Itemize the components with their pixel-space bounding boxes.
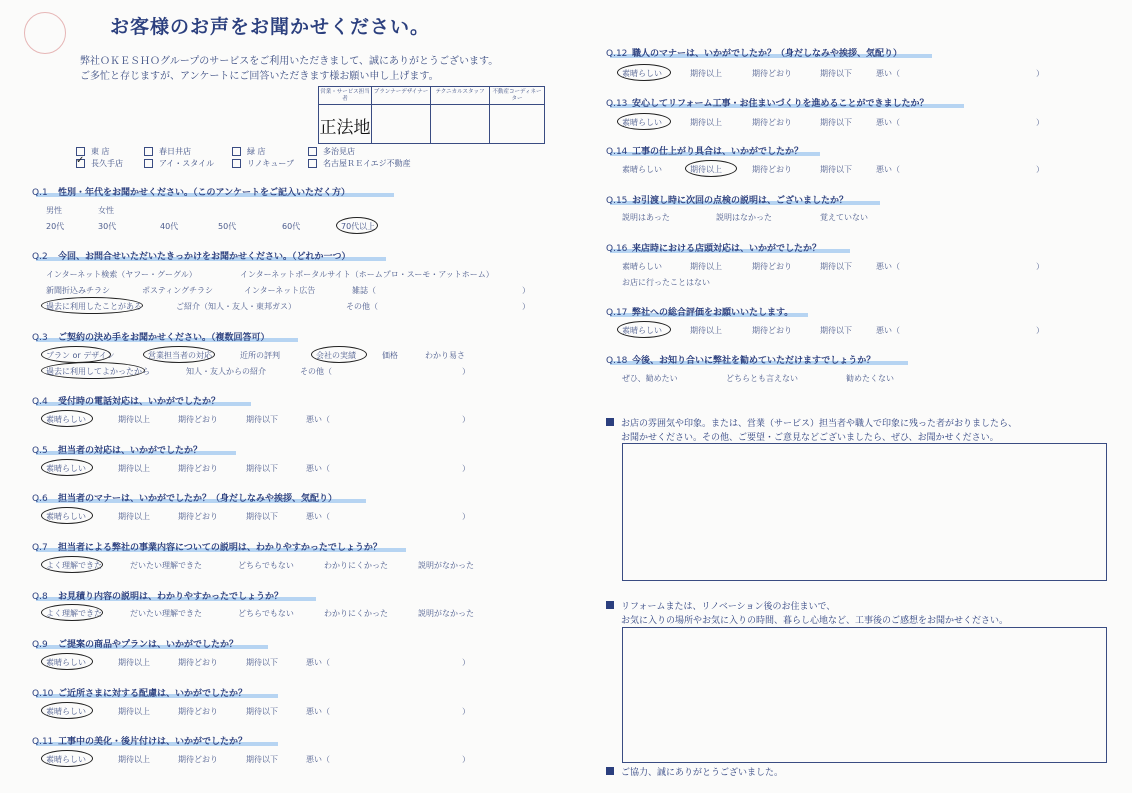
answer-option[interactable]: 期待以上 — [118, 415, 150, 424]
store-label: 緑 店 — [247, 147, 266, 156]
answer-option[interactable]: 期待以下 — [820, 165, 852, 174]
answer-option[interactable]: 過去に利用したことがある — [46, 302, 142, 311]
handwritten-circle-mark — [41, 750, 93, 767]
question-number: Q.5 — [32, 446, 48, 456]
answer-option[interactable]: 期待以上 — [690, 69, 722, 78]
answer-option[interactable]: 勧めたくない — [846, 374, 894, 383]
question-text: 担当者のマナーは、いかがでしたか？（身だしなみや挨拶、気配り） — [58, 494, 338, 504]
handwritten-circle-mark — [41, 362, 145, 379]
answer-option[interactable]: ぜひ、勧めたい — [622, 374, 678, 383]
question-heading — [606, 241, 821, 254]
question-heading — [32, 589, 283, 602]
question-text: お引渡し時に次回の点検の説明は、ございましたか？ — [632, 196, 849, 206]
store-label: 名古屋ＲＥイエジ不動産 — [323, 159, 411, 168]
handwritten-circle-mark — [41, 604, 103, 621]
answer-option[interactable]: 悪い（ — [876, 262, 900, 271]
answer-option[interactable]: 期待以上 — [118, 755, 150, 764]
answer-option[interactable]: だいたい理解できた — [130, 561, 202, 570]
question-heading — [606, 353, 875, 366]
answer-option[interactable]: 期待以下 — [246, 464, 278, 473]
question-number: Q.8 — [32, 592, 48, 602]
question-heading — [32, 249, 351, 262]
answer-option[interactable]: わかりにくかった — [324, 609, 388, 618]
answer-option[interactable]: 説明はなかった — [716, 213, 772, 222]
answer-option[interactable]: 素晴らしい — [46, 755, 86, 764]
staff-value — [431, 105, 489, 113]
answer-option[interactable]: 期待どおり — [178, 755, 218, 764]
question-number: Q.16 — [606, 244, 628, 254]
answer-option[interactable]: 素晴らしい — [46, 707, 86, 716]
answer-option[interactable]: 悪い（ — [876, 69, 900, 78]
answer-option[interactable]: 期待以下 — [820, 326, 852, 335]
answer-option[interactable]: 素晴らしい — [622, 118, 662, 127]
store-label: 春日井店 — [159, 147, 191, 156]
store-label: アイ・スタイル — [159, 159, 215, 168]
handwritten-circle-mark — [41, 702, 93, 719]
answer-option[interactable]: ） — [1036, 326, 1044, 335]
answer-option[interactable]: 説明がなかった — [418, 561, 474, 570]
question-number: Q.11 — [32, 737, 54, 747]
store-checkbox[interactable] — [308, 159, 317, 168]
answer-option[interactable]: 素晴らしい — [46, 512, 86, 521]
answer-option[interactable]: 素晴らしい — [46, 415, 86, 424]
bullet-square — [606, 767, 614, 775]
question-heading — [32, 443, 202, 456]
answer-option[interactable]: わかり易さ — [425, 351, 465, 360]
question-heading — [32, 185, 350, 198]
answer-option[interactable]: 期待以上 — [118, 512, 150, 521]
answer-option[interactable]: ） — [522, 286, 530, 295]
bullet-square — [606, 418, 614, 426]
question-text: ご契約の決め手をお聞かせください。（複数回答可） — [58, 333, 270, 343]
handwritten-circle-mark — [617, 113, 671, 130]
answer-option[interactable]: 悪い（ — [306, 512, 330, 521]
answer-option[interactable]: よく理解できた — [46, 609, 102, 618]
answer-option[interactable]: 悪い（ — [306, 464, 330, 473]
store-option[interactable] — [308, 146, 355, 157]
answer-option[interactable]: 期待どおり — [752, 262, 792, 271]
answer-option[interactable]: 素晴らしい — [622, 69, 662, 78]
answer-option[interactable]: 期待どおり — [752, 69, 792, 78]
answer-option[interactable]: だいたい理解できた — [130, 609, 202, 618]
answer-option[interactable]: よく理解できた — [46, 561, 102, 570]
handwritten-circle-mark — [311, 346, 367, 363]
store-checkbox[interactable] — [76, 159, 85, 168]
answer-option[interactable]: 期待どおり — [178, 415, 218, 424]
store-option[interactable] — [308, 158, 411, 169]
answer-option[interactable]: その他（ — [300, 367, 332, 376]
answer-option[interactable]: わかりにくかった — [324, 561, 388, 570]
staff-head: プランナーデザイナー — [372, 87, 430, 105]
store-label: 長久手店 — [91, 159, 123, 168]
question-heading — [32, 394, 220, 407]
answer-option[interactable]: 期待どおり — [752, 326, 792, 335]
store-option[interactable] — [76, 158, 123, 169]
answer-option[interactable]: 会社の実績 — [316, 351, 356, 360]
store-checkbox[interactable] — [144, 159, 153, 168]
intro-line: ご多忙と存じますが、アンケートにご回答いただきます様お願い申し上げます。 — [80, 71, 439, 82]
store-option[interactable] — [232, 146, 266, 157]
answer-option[interactable]: 期待以上 — [118, 707, 150, 716]
question-number: Q.1 — [32, 188, 48, 198]
answer-option[interactable]: ポスティングチラシ — [142, 286, 214, 295]
handwritten-circle-mark — [41, 653, 93, 670]
question-heading — [606, 46, 902, 59]
question-number: Q.17 — [606, 308, 628, 318]
question-text: 今回、お問合せいただいたきっかけをお聞かせください。（どれか一つ） — [58, 252, 351, 262]
question-number: Q.18 — [606, 356, 628, 366]
answer-option[interactable]: 期待以上 — [118, 658, 150, 667]
question-heading — [32, 734, 247, 747]
question-text: 職人のマナーは、いかがでしたか？（身だしなみや挨拶、気配り） — [632, 49, 903, 59]
answer-option[interactable]: 説明がなかった — [418, 609, 474, 618]
answer-option[interactable]: インターネット広告 — [244, 286, 316, 295]
question-text: 工事の仕上がり具合は、いかがでしたか？ — [632, 147, 804, 157]
question-heading — [606, 193, 848, 206]
answer-option[interactable]: 素晴らしい — [46, 464, 86, 473]
answer-option[interactable]: 素晴らしい — [622, 262, 662, 271]
answer-option[interactable]: 悪い（ — [306, 755, 330, 764]
answer-option[interactable]: 期待以下 — [246, 415, 278, 424]
answer-option[interactable]: 悪い（ — [306, 658, 330, 667]
handwritten-circle-mark — [617, 64, 671, 81]
question-text: ご提案の商品やプランは、いかがでしたか？ — [58, 640, 239, 650]
question-text: 安心してリフォーム工事・お住まいづくりを進めることができましたか？ — [632, 99, 929, 109]
answer-option[interactable]: 期待以上 — [690, 118, 722, 127]
handwritten-circle-mark — [41, 556, 103, 573]
answer-option[interactable]: 期待以下 — [246, 755, 278, 764]
question-text: 受付時の電話対応は、いかがでしたか？ — [58, 397, 221, 407]
answer-option[interactable]: 説明はあった — [622, 213, 670, 222]
answer-option[interactable]: ご紹介（知人・友人・東邦ガス） — [176, 302, 296, 311]
comment-prompt: お聞かせください。その他、ご要望・ご意見などございましたら、ぜひ、お聞かせください。 — [621, 433, 999, 443]
thanks-text: ご協力、誠にありがとうございました。 — [621, 768, 784, 778]
question-text: 来店時における店頭対応は、いかがでしたか？ — [632, 244, 822, 254]
answer-option[interactable]: ） — [1036, 262, 1044, 271]
store-option[interactable] — [144, 146, 191, 157]
answer-option[interactable]: 期待どおり — [178, 512, 218, 521]
comment-prompt: お店の雰囲気や印象。または、営業（サービス）担当者や職人で印象に残った者がおりましたら、 — [621, 419, 1018, 429]
answer-option[interactable]: ） — [462, 707, 470, 716]
staff-cell — [490, 87, 544, 143]
answer-option[interactable]: ） — [462, 367, 470, 376]
answer-option[interactable]: 期待どおり — [752, 165, 792, 174]
question-number: Q.6 — [32, 494, 48, 504]
answer-option[interactable]: 覚えていない — [820, 213, 868, 222]
answer-option[interactable]: 期待以上 — [690, 326, 722, 335]
answer-option[interactable]: 知人・友人からの紹介 — [186, 367, 266, 376]
answer-option[interactable]: 悪い（ — [306, 707, 330, 716]
answer-option[interactable]: 過去に利用してよかったから — [46, 367, 150, 376]
question-heading — [606, 96, 929, 109]
answer-option[interactable]: インターネットポータルサイト（ホームプロ・スーモ・アットホーム） — [240, 270, 494, 279]
answer-option[interactable]: どちらとも言えない — [726, 374, 798, 383]
staff-table — [318, 86, 545, 144]
answer-option[interactable]: 素晴らしい — [46, 658, 86, 667]
answer-option[interactable]: 20代 — [46, 222, 65, 231]
handwritten-circle-mark — [685, 160, 737, 177]
answer-option[interactable]: 期待どおり — [752, 118, 792, 127]
answer-option[interactable]: 悪い（ — [876, 326, 900, 335]
store-label: 東 店 — [91, 147, 110, 156]
comment-prompt: お気に入りの場所やお気に入りの時間、暮らし心地など、工事後のご感想をお聞かせください。 — [621, 616, 1009, 626]
question-number: Q.10 — [32, 689, 54, 699]
answer-option[interactable]: 40代 — [160, 222, 179, 231]
question-number: Q.3 — [32, 333, 48, 343]
store-checkbox[interactable] — [144, 147, 153, 156]
staff-head: 不動産コーディネーター — [490, 87, 544, 105]
question-heading — [32, 491, 337, 504]
answer-option[interactable]: 期待以上 — [690, 262, 722, 271]
comment-box-impression[interactable] — [622, 443, 1107, 581]
question-text: 担当者による弊社の事業内容についての説明は、わかりやすかったでしょうか？ — [58, 543, 382, 553]
intro-line: 弊社ＯＫＥＳＨＯグループのサービスをご利用いただきまして、誠にありがとうございます。 — [80, 56, 499, 67]
answer-option[interactable]: 期待以下 — [820, 69, 852, 78]
staff-name-handwritten: 正法地 — [319, 118, 371, 138]
comment-box-after-work[interactable] — [622, 627, 1107, 763]
question-text: お見積り内容の説明は、わかりやすかったでしょうか？ — [58, 592, 284, 602]
answer-option[interactable]: 悪い（ — [876, 165, 900, 174]
form-title: お客様のお声をお聞かせください。 — [110, 16, 431, 38]
answer-option[interactable]: どちらでもない — [238, 561, 294, 570]
answer-option[interactable]: 悪い（ — [876, 118, 900, 127]
answer-option[interactable]: プラン or デザイン — [46, 351, 115, 360]
question-number: Q.12 — [606, 49, 628, 59]
handwritten-circle-mark — [41, 410, 93, 427]
answer-option[interactable]: 期待以上 — [118, 464, 150, 473]
answer-option[interactable]: 期待以下 — [246, 512, 278, 521]
answer-option[interactable]: ） — [462, 658, 470, 667]
answer-option[interactable]: ） — [1036, 69, 1044, 78]
comment-prompt: リフォームまたは、リノベーション後のお住まいで、 — [621, 602, 836, 612]
handwritten-circle-mark — [41, 459, 93, 476]
question-number: Q.7 — [32, 543, 48, 553]
question-number: Q.15 — [606, 196, 628, 206]
store-option[interactable] — [232, 158, 294, 169]
answer-option[interactable]: 期待以下 — [246, 707, 278, 716]
answer-option[interactable]: 男性 — [46, 206, 62, 215]
handwritten-circle-mark — [41, 297, 143, 314]
answer-option[interactable]: ） — [462, 415, 470, 424]
answer-option[interactable]: 60代 — [282, 222, 301, 231]
question-heading — [32, 540, 382, 553]
store-label: 多治見店 — [323, 147, 355, 156]
answer-option[interactable]: お店に行ったことはない — [622, 278, 710, 287]
question-text: ご近所さまに対する配慮は、いかがでしたか？ — [58, 689, 248, 699]
question-number: Q.2 — [32, 252, 48, 262]
staff-value — [372, 105, 430, 113]
staff-head: テクニカルスタッフ — [431, 87, 489, 105]
question-text: 弊社への総合評価をお願いいたします。 — [632, 308, 794, 318]
question-text: 今後、お知り合いに弊社を勧めていただけますでしょうか？ — [632, 356, 876, 366]
store-checkbox[interactable] — [232, 147, 241, 156]
question-heading — [32, 330, 270, 343]
answer-option[interactable]: ） — [1036, 118, 1044, 127]
answer-option[interactable]: どちらでもない — [238, 609, 294, 618]
answer-option[interactable]: 雑誌（ — [352, 286, 376, 295]
answer-option[interactable]: 期待以上 — [690, 165, 722, 174]
question-text: 工事中の美化・後片付けは、いかがでしたか？ — [58, 737, 248, 747]
handwritten-circle-mark — [336, 217, 378, 234]
store-option[interactable] — [144, 158, 214, 169]
answer-option[interactable]: ） — [522, 302, 530, 311]
answer-option[interactable]: 期待以下 — [820, 262, 852, 271]
answer-option[interactable]: 女性 — [98, 206, 114, 215]
bullet-square — [606, 601, 614, 609]
answer-option[interactable]: 新聞折込みチラシ — [46, 286, 110, 295]
staff-value — [490, 105, 544, 113]
handwritten-circle-mark — [617, 321, 671, 338]
staff-cell — [372, 87, 431, 143]
answer-option[interactable]: 期待以下 — [246, 658, 278, 667]
store-checkbox[interactable] — [308, 147, 317, 156]
staff-cell — [319, 87, 372, 143]
staff-cell — [431, 87, 490, 143]
question-text: 性別・年代をお聞かせください。（このアンケートをご記入いただく方） — [58, 188, 350, 198]
answer-option[interactable]: 期待どおり — [178, 658, 218, 667]
handwritten-circle-mark — [41, 346, 111, 363]
answer-option[interactable]: その他（ — [346, 302, 378, 311]
question-number: Q.4 — [32, 397, 48, 407]
answer-option[interactable]: 近所の評判 — [240, 351, 280, 360]
answer-option[interactable]: ） — [1036, 165, 1044, 174]
answer-option[interactable]: インターネット検索（ヤフー・グーグル） — [46, 270, 197, 279]
question-heading — [606, 144, 803, 157]
question-heading — [606, 305, 793, 318]
answer-option[interactable]: 悪い（ — [306, 415, 330, 424]
question-number: Q.13 — [606, 99, 628, 109]
answer-option[interactable]: 期待どおり — [178, 707, 218, 716]
answer-option[interactable]: 価格 — [382, 351, 398, 360]
answer-option[interactable]: 素晴らしい — [622, 165, 662, 174]
answer-option[interactable]: 営業担当者の対応 — [148, 351, 212, 360]
answer-option[interactable]: 50代 — [218, 222, 237, 231]
answer-option[interactable]: 期待どおり — [178, 464, 218, 473]
question-number: Q.9 — [32, 640, 48, 650]
answer-option[interactable]: 素晴らしい — [622, 326, 662, 335]
store-checkbox[interactable] — [232, 159, 241, 168]
answer-option[interactable]: 期待以下 — [820, 118, 852, 127]
staff-head: 営業・サービス担当者 — [319, 87, 371, 105]
stamp-mark — [24, 12, 66, 54]
answer-option[interactable]: ） — [462, 464, 470, 473]
question-text: 担当者の対応は、いかがでしたか？ — [58, 446, 203, 456]
store-label: リノキューブ — [247, 159, 294, 168]
answer-option[interactable]: 70代以上 — [341, 222, 376, 231]
answer-option[interactable]: 30代 — [98, 222, 117, 231]
question-heading — [32, 686, 247, 699]
answer-option[interactable]: ） — [462, 512, 470, 521]
question-number: Q.14 — [606, 147, 628, 157]
answer-option[interactable]: ） — [462, 755, 470, 764]
handwritten-circle-mark — [143, 346, 215, 363]
handwritten-circle-mark — [41, 507, 93, 524]
question-heading — [32, 637, 238, 650]
